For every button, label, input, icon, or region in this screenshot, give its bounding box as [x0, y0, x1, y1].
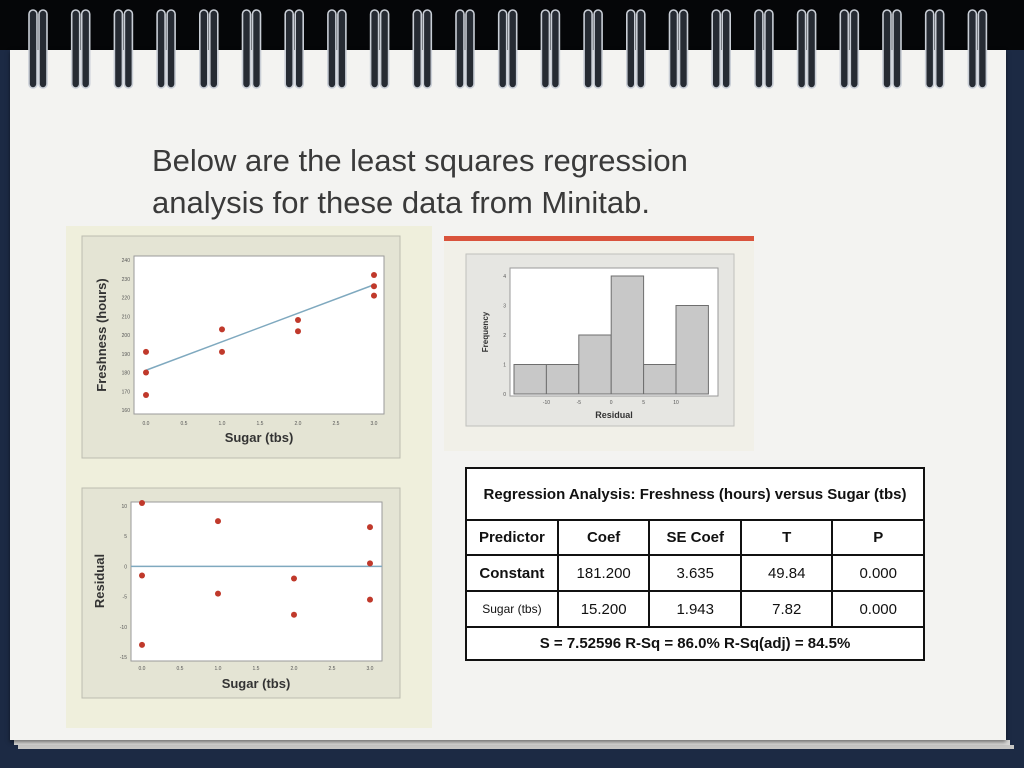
- y-tick-label: 3: [503, 303, 506, 310]
- histogram-canvas: [444, 236, 754, 451]
- y-tick-label: 240: [121, 258, 130, 264]
- scatter-plot-area: [134, 256, 384, 414]
- binder-ring: [124, 10, 132, 88]
- histogram-panel: [444, 236, 754, 451]
- histogram-bar: [676, 306, 708, 395]
- table-cell: Sugar (tbs): [466, 591, 558, 627]
- binder-ring: [541, 10, 549, 88]
- residual-point: [139, 500, 145, 506]
- x-tick-label: -5: [576, 400, 582, 406]
- y-tick-label: 170: [121, 389, 130, 396]
- binder-ring: [883, 10, 891, 88]
- binder-ring: [627, 10, 635, 88]
- x-tick-label: 3.0: [370, 421, 378, 427]
- binder-ring: [328, 10, 336, 88]
- residual-x-axis-label: Sugar (tbs): [221, 676, 291, 691]
- histogram-bar: [644, 365, 676, 395]
- y-tick-label: 230: [121, 276, 130, 283]
- y-tick-label: 10: [121, 504, 127, 510]
- residual-point: [139, 572, 145, 578]
- binder-ring: [338, 10, 346, 88]
- table-cell: 15.200: [558, 591, 650, 627]
- x-tick-label: -10: [542, 400, 551, 406]
- histogram-y-axis-label: Frequency: [481, 311, 490, 353]
- x-tick-label: 1.0: [218, 421, 226, 427]
- binder-ring: [413, 10, 421, 88]
- y-tick-label: -15: [119, 655, 127, 661]
- binder-ring: [755, 10, 763, 88]
- binder-ring: [551, 10, 559, 88]
- residual-point: [291, 612, 297, 618]
- table-cell: 49.84: [741, 555, 832, 591]
- table-cell: 0.000: [832, 591, 924, 627]
- heading-line-1: Below are the least squares regression: [152, 143, 688, 178]
- binder-ring: [936, 10, 944, 88]
- x-tick-label: 1.0: [214, 666, 222, 672]
- y-tick-label: 0: [124, 564, 127, 571]
- data-point: [371, 272, 377, 278]
- spiral-binding: [0, 0, 1024, 100]
- binder-ring: [680, 10, 688, 88]
- binder-ring: [509, 10, 517, 88]
- table-cell: 181.200: [558, 555, 650, 591]
- column-header: P: [832, 520, 924, 555]
- binder-ring: [968, 10, 976, 88]
- data-point: [219, 326, 225, 332]
- minitab-plots-panel: [66, 226, 432, 728]
- data-point: [371, 283, 377, 289]
- scatter-y-axis-label: Freshness (hours): [94, 278, 109, 392]
- residual-y-axis-label: Residual: [92, 553, 107, 609]
- binder-ring: [722, 10, 730, 88]
- x-tick-label: 2.0: [290, 666, 298, 672]
- y-tick-label: 200: [121, 333, 130, 339]
- table-row: [466, 555, 924, 591]
- binder-ring: [285, 10, 293, 88]
- plots-canvas: [66, 226, 432, 728]
- binder-ring: [200, 10, 208, 88]
- scatter-x-axis-label: Sugar (tbs): [224, 430, 294, 445]
- residual-point: [291, 575, 297, 581]
- slide-heading: [152, 140, 852, 224]
- data-point: [295, 328, 301, 334]
- x-tick-label: 0: [609, 400, 613, 406]
- y-tick-label: 5: [124, 534, 127, 541]
- data-point: [143, 392, 149, 398]
- column-header: T: [741, 520, 832, 555]
- paper-stack-edge: [18, 745, 1014, 749]
- table-cell: 3.635: [649, 555, 740, 591]
- binder-ring: [499, 10, 507, 88]
- table-title: Regression Analysis: Freshness (hours) versus Sugar (tbs): [466, 468, 924, 520]
- x-tick-label: 0.5: [180, 421, 188, 427]
- binder-ring: [456, 10, 464, 88]
- column-header: SE Coef: [649, 520, 740, 555]
- residual-point: [367, 524, 373, 530]
- x-tick-label: 2.5: [332, 421, 340, 427]
- histogram-bar: [546, 365, 578, 395]
- binder-ring: [712, 10, 720, 88]
- column-header: Predictor: [466, 520, 558, 555]
- residual-point: [215, 518, 221, 524]
- data-point: [295, 317, 301, 323]
- binder-ring: [466, 10, 474, 88]
- table-cell: 0.000: [832, 555, 924, 591]
- table-cell: 1.943: [649, 591, 740, 627]
- y-tick-label: 220: [121, 295, 130, 302]
- heading-line-2: analysis for these data from Minitab.: [152, 185, 650, 220]
- binder-ring: [423, 10, 431, 88]
- binder-ring: [114, 10, 122, 88]
- binder-ring: [798, 10, 806, 88]
- column-header: Coef: [558, 520, 650, 555]
- binder-ring: [594, 10, 602, 88]
- x-tick-label: 0.0: [142, 421, 150, 427]
- binder-ring: [893, 10, 901, 88]
- binder-ring: [72, 10, 80, 88]
- binder-ring: [82, 10, 90, 88]
- table-cell: 7.82: [741, 591, 832, 627]
- histogram-bar: [514, 365, 546, 395]
- binder-ring: [840, 10, 848, 88]
- y-tick-label: -5: [122, 594, 127, 601]
- x-tick-label: 0.5: [176, 666, 184, 672]
- binder-ring: [637, 10, 645, 88]
- binder-ring: [39, 10, 47, 88]
- histogram-x-axis-label: Residual: [595, 410, 633, 420]
- y-tick-label: 180: [121, 370, 130, 377]
- panel-accent-bar: [444, 236, 754, 241]
- residual-point: [367, 560, 373, 566]
- binder-ring: [808, 10, 816, 88]
- x-tick-label: 10: [673, 400, 679, 406]
- binder-ring: [167, 10, 175, 88]
- binder-ring: [765, 10, 773, 88]
- data-point: [143, 349, 149, 355]
- binder-ring: [978, 10, 986, 88]
- table-row: [466, 591, 924, 627]
- paper-stack-edge: [14, 740, 1010, 745]
- data-point: [371, 293, 377, 299]
- binder-ring: [670, 10, 678, 88]
- binder-ring: [381, 10, 389, 88]
- residual-point: [215, 591, 221, 597]
- x-tick-label: 0.0: [138, 666, 146, 672]
- y-tick-label: 210: [121, 314, 130, 321]
- y-tick-label: 190: [121, 351, 130, 358]
- x-tick-label: 1.5: [252, 666, 260, 672]
- binder-ring: [295, 10, 303, 88]
- data-point: [219, 349, 225, 355]
- table-cell: Constant: [466, 555, 558, 591]
- residual-point: [367, 597, 373, 603]
- y-tick-label: 0: [503, 392, 506, 398]
- table-summary: S = 7.52596 R-Sq = 86.0% R-Sq(adj) = 84.5%: [466, 627, 924, 660]
- table-header-row: [466, 520, 924, 555]
- binder-ring: [243, 10, 251, 88]
- binder-ring: [584, 10, 592, 88]
- y-tick-label: -10: [119, 624, 127, 631]
- histogram-bar: [611, 276, 643, 394]
- histogram-bar: [579, 335, 611, 394]
- residual-point: [139, 642, 145, 648]
- residual-plot-area: [131, 502, 382, 661]
- regression-table: [465, 467, 925, 661]
- binder-ring: [157, 10, 165, 88]
- binder-ring: [926, 10, 934, 88]
- y-tick-label: 2: [503, 333, 506, 339]
- binder-ring: [29, 10, 37, 88]
- binder-ring: [850, 10, 858, 88]
- x-tick-label: 1.5: [256, 421, 264, 427]
- data-point: [143, 370, 149, 376]
- x-tick-label: 5: [642, 400, 645, 406]
- x-tick-label: 2.0: [294, 421, 302, 427]
- x-tick-label: 2.5: [328, 666, 336, 672]
- x-tick-label: 3.0: [366, 666, 374, 672]
- y-tick-label: 160: [121, 408, 130, 414]
- binder-ring: [371, 10, 379, 88]
- binder-ring: [253, 10, 261, 88]
- y-tick-label: 4: [503, 274, 506, 280]
- y-tick-label: 1: [503, 362, 506, 369]
- binder-ring: [210, 10, 218, 88]
